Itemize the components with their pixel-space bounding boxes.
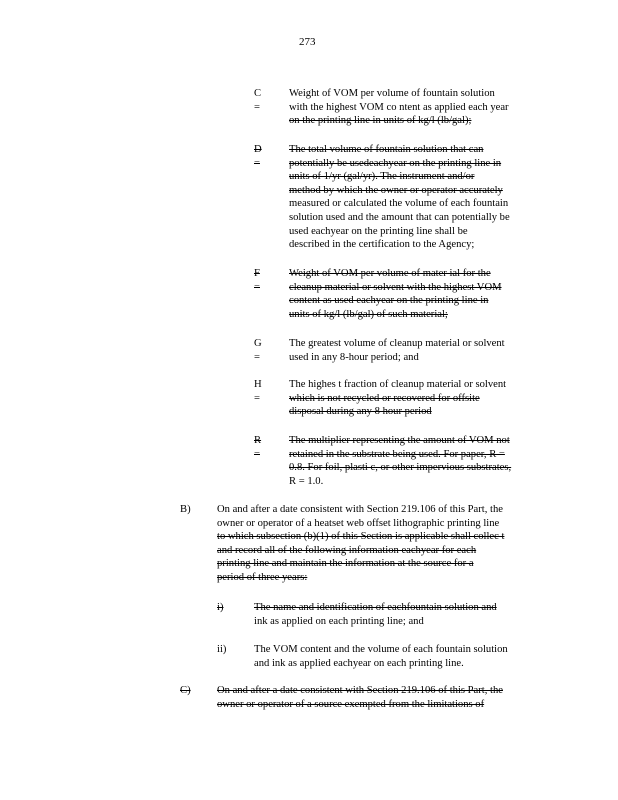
section-line-struck: and record all of the following information eachyear for each	[217, 544, 477, 556]
definition-label: C =	[254, 88, 262, 113]
subitem-line: The VOM content and the volume of each fountain solution	[254, 644, 508, 655]
definition-line-struck: on the printing line in units of kg/l (lb/gal);	[289, 115, 472, 127]
definition-line: with the highest VOM co ntent as applied each year	[289, 101, 509, 113]
section-label: B)	[180, 504, 191, 515]
subitem-line: ink as applied on each printing line; and	[254, 615, 424, 627]
definition-line-struck: content as used eachyear on the printing line in	[289, 295, 489, 307]
definition-label: R =	[254, 435, 262, 460]
definition-line: solution used and the amount that can potentially be	[289, 211, 510, 223]
definition-line-struck: 0.8. For foil, plasti c, or other impervious substrates,	[289, 462, 512, 474]
subitem-label: i)	[217, 602, 224, 613]
section-line-struck: to which subsection (b)(1) of this Section is applicable shall collec t	[217, 531, 505, 543]
definition-line: measured or calculated the volume of each fountain	[289, 198, 509, 210]
definition-line: The greatest volume of cleanup material or solvent	[289, 338, 505, 349]
definition-label: D =	[254, 144, 262, 169]
section-line: On and after a date consistent with Section 219.106 of this Part, the	[217, 504, 503, 515]
definition-line-struck: potentially be usedeachyear on the printing line in	[289, 157, 502, 169]
page-number: 273	[299, 36, 316, 48]
definition-label: H =	[254, 379, 262, 404]
definition-line-struck: retained in the substrate being used. For paper, R =	[289, 448, 505, 460]
definition-line-struck: Weight of VOM per volume of mater ial for the	[289, 268, 491, 279]
definition-line-struck: which is not recycled or recovered for offsite	[289, 392, 480, 404]
subitem-label: ii)	[217, 644, 227, 655]
definition-line-struck: units of kg/l (lb/gal) of such material;	[289, 308, 448, 320]
definition-line: The highes t fraction of cleanup material or solvent	[289, 379, 507, 390]
definition-line-struck: units of 1/yr (gal/yr). The instrument and/or	[289, 171, 475, 183]
section-line-struck: On and after a date consistent with Section 219.106 of this Part, the	[217, 685, 503, 696]
section-line-struck: owner or operator of a source exempted from the limitations of	[217, 698, 485, 710]
definition-line: used in any 8-hour period; and	[289, 351, 419, 363]
definition-label: F =	[254, 268, 260, 293]
definition-line-struck: The total volume of fountain solution that can	[289, 144, 484, 155]
definition-line: R = 1.0.	[289, 475, 324, 487]
definition-line-struck: The multiplier representing the amount of VOM not	[289, 435, 510, 446]
definition-line-struck: disposal during any 8 hour period	[289, 406, 432, 418]
section-line-struck: period of three years:	[217, 571, 308, 583]
definition-line: described in the certification to the Agency;	[289, 239, 475, 251]
section-label: C)	[180, 685, 191, 696]
definition-label: G =	[254, 338, 262, 363]
definition-line: used eachyear on the printing line shall be	[289, 225, 468, 237]
section-line-struck: printing line and maintain the information at the source for a	[217, 558, 474, 570]
definition-line: Weight of VOM per volume of fountain solution	[289, 88, 495, 99]
subitem-line: and ink as applied eachyear on each printing line.	[254, 657, 464, 669]
definition-line-struck: cleanup material or solvent with the highest VOM	[289, 281, 502, 293]
subitem-line-struck: The name and identification of eachfountain solution and	[254, 602, 497, 613]
definition-line-struck: method by which the owner or operator accurately	[289, 184, 503, 196]
section-line: owner or operator of a heatset web offset lithographic printing line	[217, 517, 500, 529]
